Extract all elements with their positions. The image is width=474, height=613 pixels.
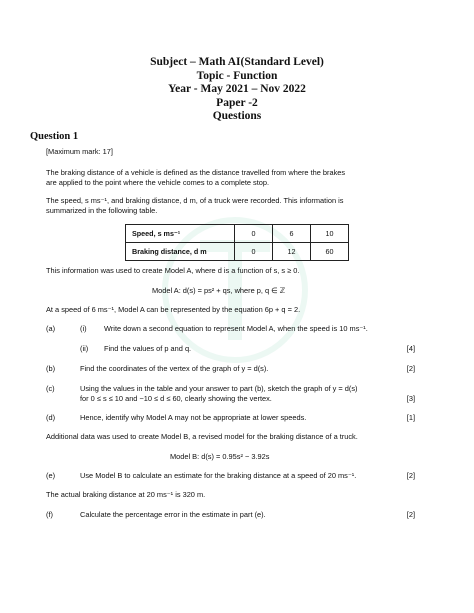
part-a-ii-label: (ii) <box>80 344 89 353</box>
table-cell: 6 <box>273 225 311 243</box>
intro-line-2: are applied to the point where the vehicle comes to a complete stop. <box>46 178 270 187</box>
part-b-mark: [2] <box>406 364 415 373</box>
part-b-text: Find the coordinates of the vertex of the graph of y = d(s). <box>80 364 269 373</box>
model-a-speed: At a speed of 6 ms⁻¹, Model A can be represented by the equation 6p + q = 2. <box>46 305 301 314</box>
table-row-label: Braking distance, d m <box>126 243 235 261</box>
table-row <box>126 243 349 261</box>
year-line: Year - May 2021 – Nov 2022 <box>168 83 306 95</box>
part-d-label: (d) <box>46 413 56 422</box>
table-cell: 60 <box>311 243 349 261</box>
part-c-text-1: Using the values in the table and your answer to part (b), sketch the graph of y = d(s) <box>80 384 358 393</box>
model-b-intro: Additional data was used to create Model B, a revised model for the braking distance of a truck. <box>46 432 358 441</box>
part-c-label: (c) <box>46 384 55 393</box>
model-a-intro: This information was used to create Model A, where d is a function of s, s ≥ 0. <box>46 266 300 275</box>
part-f-label: (f) <box>46 510 53 519</box>
part-a-i-label: (i) <box>80 324 87 333</box>
part-c-text-2: for 0 ≤ s ≤ 10 and −10 ≤ d ≤ 60, clearly showing the vertex. <box>80 394 272 403</box>
table-cell: 0 <box>235 225 273 243</box>
table-row-label: Speed, s ms⁻¹ <box>126 225 235 243</box>
table-cell: 0 <box>235 243 273 261</box>
questions-line: Questions <box>212 110 262 122</box>
part-b-label: (b) <box>46 364 56 373</box>
part-d-text: Hence, identify why Model A may not be appropriate at lower speeds. <box>80 413 307 422</box>
part-a-i-text: Write down a second equation to represent Model A, when the speed is 10 ms⁻¹. <box>104 324 368 333</box>
topic-line: Topic - Function <box>196 69 278 82</box>
max-mark: [Maximum mark: 17] <box>46 147 113 156</box>
paper-line: Paper -2 <box>216 96 258 109</box>
document-header <box>0 56 474 124</box>
question-title: Question 1 <box>30 131 79 142</box>
part-c-mark: [3] <box>406 394 415 403</box>
part-e-text: Use Model B to calculate an estimate for the braking distance at a speed of 20 ms⁻¹. <box>80 471 357 480</box>
speed-distance-table <box>125 224 349 261</box>
subject-line: Subject – Math AI(Standard Level) <box>150 56 324 68</box>
speed-line-2: summarized in the following table. <box>46 206 158 215</box>
table-cell: 12 <box>273 243 311 261</box>
table-row <box>126 225 349 243</box>
part-f-mark: [2] <box>406 510 415 519</box>
part-a-ii-text: Find the values of p and q. <box>104 344 192 353</box>
model-a-equation: Model A: d(s) = ps² + qs, where p, q ∈ ℤ <box>152 286 286 295</box>
part-a-label: (a) <box>46 324 56 333</box>
part-e-label: (e) <box>46 471 56 480</box>
part-d-mark: [1] <box>406 413 415 422</box>
part-e-mark: [2] <box>406 471 415 480</box>
model-b-equation: Model B: d(s) = 0.95s² − 3.92s <box>170 452 270 461</box>
speed-line-1: The speed, s ms⁻¹, and braking distance, d m, of a truck were recorded. This information is <box>46 196 344 205</box>
intro-line-1: The braking distance of a vehicle is defined as the distance travelled from where the brakes <box>46 168 346 177</box>
part-a-mark: [4] <box>406 344 415 353</box>
part-f-text: Calculate the percentage error in the estimate in part (e). <box>80 510 266 519</box>
actual-distance: The actual braking distance at 20 ms⁻¹ is 320 m. <box>46 490 206 499</box>
table-cell: 10 <box>311 225 349 243</box>
